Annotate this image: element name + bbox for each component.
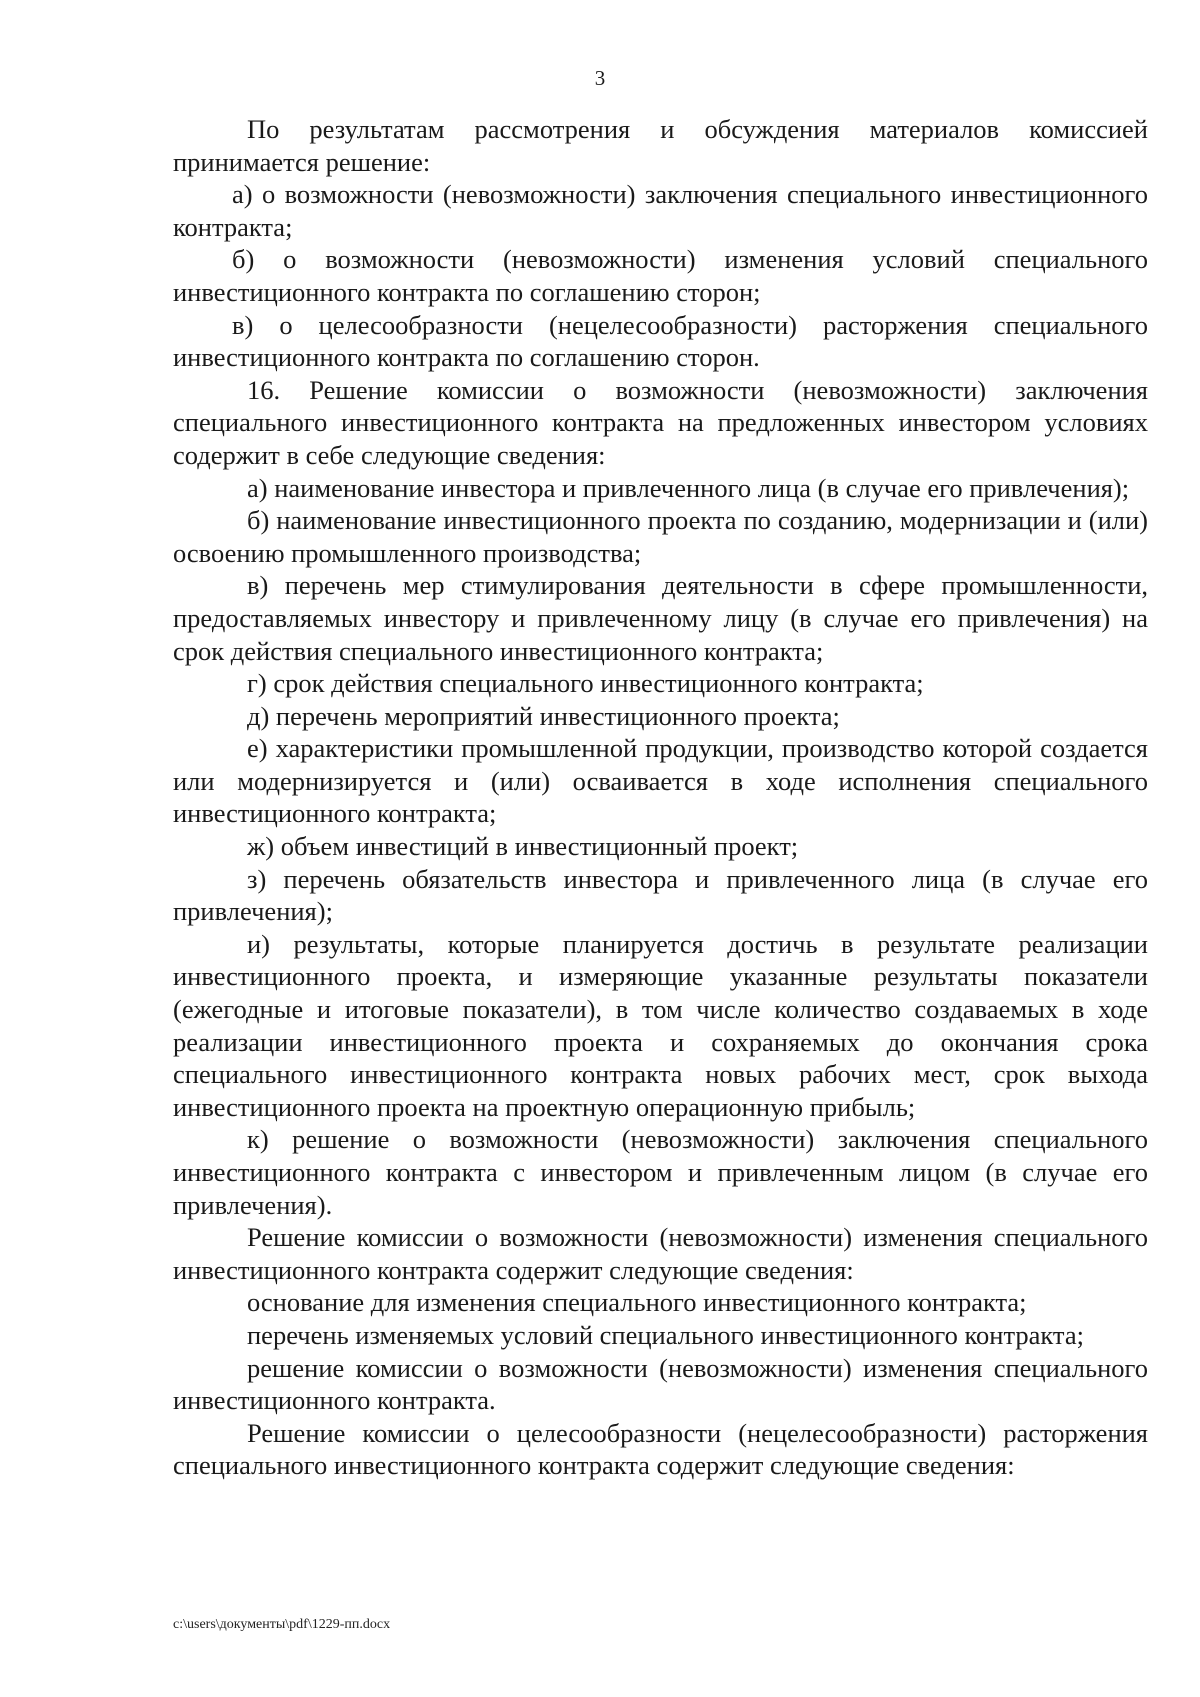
- page-number: 3: [594, 66, 606, 90]
- paragraph-termination-decision: Решение комиссии о целесообразности (нецелесообразности) расторжения специального инвестиционного контракта содержит следующие сведения:: [173, 1417, 1148, 1481]
- paragraph-intro: По результатам рассмотрения и обсуждения материалов комиссией принимается решение:: [173, 114, 1148, 177]
- change-item-conditions: перечень изменяемых условий специального инвестиционного контракта;: [247, 1319, 1084, 1350]
- list-item-16-b: б) наименование инвестиционного проекта по созданию, модернизации и (или) освоению промышленного производства;: [173, 505, 1148, 568]
- paragraph-change-decision: Решение комиссии о возможности (невозможности) изменения специального инвестиционного контракта содержит следующие сведения:: [173, 1222, 1148, 1285]
- list-item-16-a: а) наименование инвестора и привлеченного лица (в случае его привлечения);: [247, 472, 1130, 503]
- list-item-16-v: в) перечень мер стимулирования деятельности в сфере промышленности, предоставляемых инвестору и привлеченному лицу (в случае его привлечения) на срок действия специального инвестиционного контракта;: [173, 570, 1148, 666]
- footer-file-path: c:\users\документы\pdf\1229-пп.docx: [173, 1617, 391, 1632]
- list-item-a: а) о возможности (невозможности) заключения специального инвестиционного контракта;: [173, 179, 1148, 242]
- change-item-basis: основание для изменения специального инвестиционного контракта;: [247, 1287, 1027, 1318]
- list-item-16-k: к) решение о возможности (невозможности) заключения специального инвестиционного контракта с инвестором и привлеченным лицом (в случае его привлечения).: [173, 1124, 1148, 1220]
- document-body: [173, 113, 1148, 1482]
- list-item-16-d: д) перечень мероприятий инвестиционного проекта;: [247, 700, 840, 731]
- list-item-v: в) о целесообразности (нецелесообразности) расторжения специального инвестиционного контракта по соглашению сторон.: [173, 309, 1148, 373]
- list-item-b: б) о возможности (невозможности) изменения условий специального инвестиционного контракта по соглашению сторон;: [173, 244, 1148, 307]
- list-item-16-i: и) результаты, которые планируется достичь в результате реализации инвестиционного проекта, и измеряющие указанные результаты показатели (ежегодные и итоговые показатели), в том числе количество создаваемых в ходе реализации инвестиционного проекта и сохраняемых до окончания срока специального инвестиционного контракта новых рабочих мест, срок выхода инвестиционного проекта на проектную операционную прибыль;: [173, 928, 1148, 1122]
- list-item-16-e: е) характеристики промышленной продукции, производство которой создается или модернизируется и (или) осваивается в ходе исполнения специального инвестиционного контракта;: [173, 733, 1148, 829]
- paragraph-16: 16. Решение комиссии о возможности (невозможности) заключения специального инвестиционного контракта на предложенных инвестором условиях содержит в себе следующие сведения:: [173, 374, 1148, 470]
- list-item-16-zh: ж) объем инвестиций в инвестиционный проект;: [247, 831, 799, 862]
- list-item-16-z: з) перечень обязательств инвестора и привлеченного лица (в случае его привлечения);: [173, 863, 1148, 927]
- list-item-16-g: г) срок действия специального инвестиционного контракта;: [247, 668, 924, 699]
- change-item-decision: решение комиссии о возможности (невозможности) изменения специального инвестиционного контракта.: [173, 1352, 1148, 1416]
